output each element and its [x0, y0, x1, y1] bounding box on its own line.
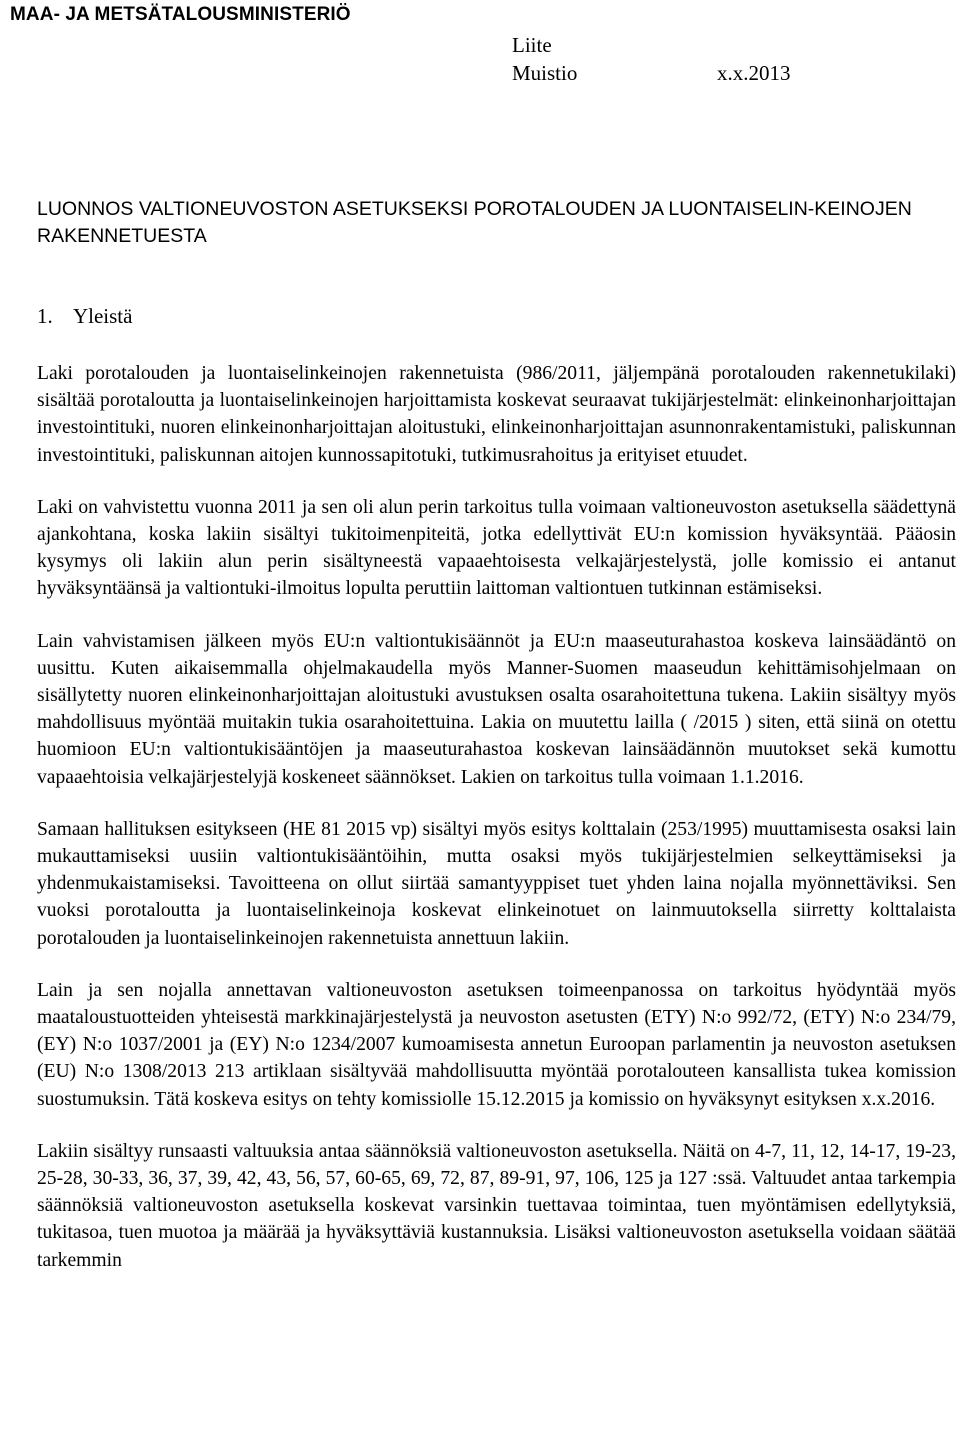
- paragraph: Laki on vahvistettu vuonna 2011 ja sen oli alun perin tarkoitus tulla voimaan valtioneuvoston asetuksella säädettynä ajankohtana, koska lakiin sisältyi tukitoimenpiteitä, jotka edellyttivät EU:n komission hyväksyntää. Pääosin kysymys oli lakiin alun perin sisältyneestä vapaaehtoisesta velkajärjestelystä, jolle komissio ei antanut hyväksyntäänsä ja valtiontuki-ilmoitus lopulta peruttiin laittoman valtiontuen tutkinnan estämiseksi.: [37, 496, 956, 600]
- document-body: [37, 360, 956, 1299]
- paragraph: Samaan hallituksen esitykseen (HE 81 2015 vp) sisältyi myös esitys kolttalain (253/1995) muuttamisesta osaksi lain mukauttamiseksi uusiin valtiontukisääntöihin, mutta osaksi myös tukijärjestelmien selkeyttämiseksi ja yhdenmukaistamiseksi. Tavoitteena on ollut siirtää samantyyppiset tuet yhden laina nojalla myönnettäviksi. Sen vuoksi porotaloutta ja luontaiselinkeinoja koskevat elinkeinotuet on lainmuutoksella siirretty kolttalaista porotalouden ja luontaiselinkeinojen rakennetuista annettuun lakiin.: [37, 818, 956, 949]
- paragraph: Lain ja sen nojalla annettavan valtioneuvoston asetuksen toimeenpanossa on tarkoitus hyödyntää myös maataloustuotteiden yhteisestä markkinajärjestelystä ja neuvoston asetusten (ETY) N:o 992/72, (ETY) N:o 234/79, (EY) N:o 1037/2001 ja (EY) N:o 1234/2007 kumoamisesta annetun Euroopan parlamentin ja neuvoston asetuksen (EU) N:o 1308/2013 213 artiklaan sisältyvää mahdollisuutta myöntää porotalouteen kansallista tukea komission suostumuksin. Tätä koskeva esitys on tehty komissiolle 15.12.2015 ja komissio on hyväksynyt esityksen x.x.2016.: [37, 979, 956, 1110]
- section-title: Yleistä: [72, 304, 133, 328]
- section-heading: [37, 304, 132, 329]
- document-title: LUONNOS VALTIONEUVOSTON ASETUKSEKSI POROTALOUDEN JA LUONTAISELIN-KEINOJEN RAKENNETUESTA: [37, 198, 912, 247]
- ministry-name: MAA- JA METSÄTALOUSMINISTERIÖ: [10, 4, 351, 25]
- paragraph: Lakiin sisältyy runsaasti valtuuksia antaa säännöksiä valtioneuvoston asetuksella. Näitä on 4-7, 11, 12, 14-17, 19-23, 25-28, 30-33, 36, 37, 39, 42, 43, 56, 57, 60-65, 69, 72, 87, 89-91, 97, 106, 125 ja 127 :ssä. Valtuudet antaa tarkempia säännöksiä valtioneuvoston asetuksella koskevat varsinkin tuettavaa toimintaa, tuen myöntämisen edellytyksiä, tukitasoa, tuen muotoa ja määrää ja hyväksyttäviä kustannuksia. Lisäksi valtioneuvoston asetuksella voidaan säätää tarkemmin: [37, 1140, 956, 1271]
- document-date: x.x.2013: [717, 61, 791, 85]
- section-number: 1.: [37, 304, 53, 328]
- paragraph: Laki porotalouden ja luontaiselinkeinojen rakennetuista (986/2011, jäljempänä porotalouden rakennetukilaki) sisältää porotaloutta ja luontaiselinkeinojen harjoittamista koskevat seuraavat tukijärjestelmät: elinkeinonharjoittajan investointituki, nuoren elinkeinonharjoittajan aloitustuki, elinkeinonharjoittajan asunnonrakentamistuki, paliskunnan investointituki, paliskunnan aitojen kunnossapitotuki, tutkimusrahoitus ja erityiset etuudet.: [37, 363, 956, 466]
- document-type: Muistio: [512, 61, 578, 85]
- paragraph: Lain vahvistamisen jälkeen myös EU:n valtiontukisäännöt ja EU:n maaseuturahastoa koskeva lainsäädäntö on uusittu. Kuten aikaisemmalla ohjelmakaudella myös Manner-Suomen maaseudun kehittämisohjelmaan on sisällytetty nuoren elinkeinonharjoittajan aloitustuki avustuksen osalta osarahoitettuna tukena. Lakiin sisältyy myös mahdollisuus myöntää muitakin tukia osarahoitettuina. Lakia on muutettu lailla ( /2015 ) siten, että siinä on otettu huomioon EU:n valtiontukisääntöjen ja maaseuturahastoa koskevan lainsäädännön muutokset sekä kumottu vapaaehtoisia velkajärjestelyjä koskeneet säännökset. Lakien on tarkoitus tulla voimaan 1.1.2016.: [37, 630, 956, 788]
- attachment-label: Liite: [512, 33, 552, 57]
